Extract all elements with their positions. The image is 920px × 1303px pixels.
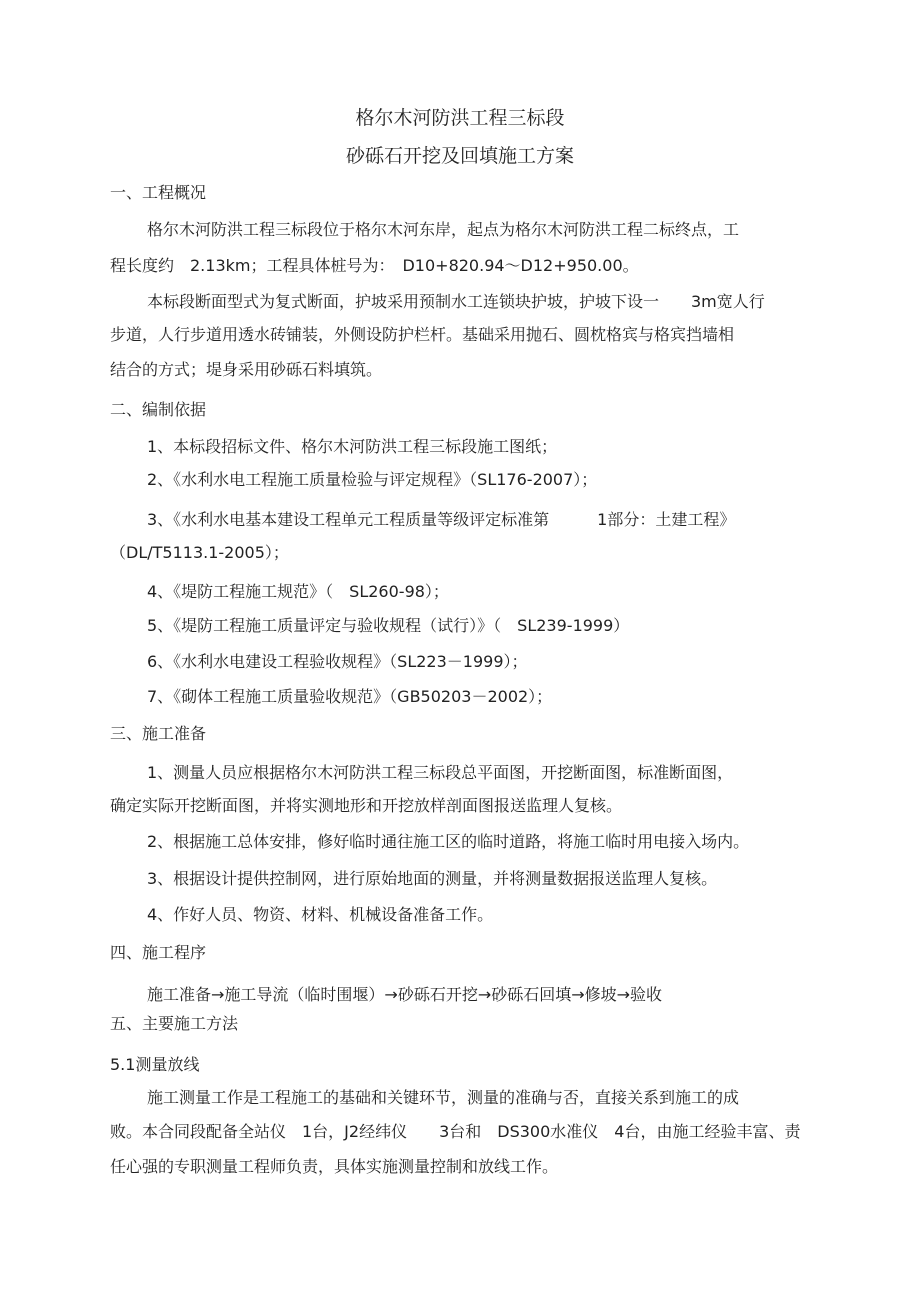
section-heading-basis: 二、编制依据: [110, 400, 207, 419]
paragraph-line: 败。本合同段配备全站仪 1台，J2经纬仪 3台和 DS300水准仪 4台，由施工经验丰富、责: [110, 1122, 801, 1141]
list-item: 2、《水利水电工程施工质量检验与评定规程》（SL176-2007）；: [147, 470, 598, 489]
paragraph-line: 本标段断面型式为复式断面，护坡采用预制水工连锁块护坡，护坡下设一 3m宽人行: [147, 292, 765, 311]
subsection-heading-survey: 5.1测量放线: [110, 1055, 200, 1074]
list-item: 1、本标段招标文件、格尔木河防洪工程三标段施工图纸；: [147, 437, 558, 456]
document-title-line2: 砂砾石开挖及回填施工方案: [345, 145, 574, 167]
section-heading-preparation: 三、施工准备: [110, 724, 207, 743]
paragraph-line: 程长度约 2.13km；工程具体桩号为： D10+820.94～D12+950.00。: [110, 256, 639, 275]
section-heading-overview: 一、工程概况: [110, 183, 207, 202]
list-item: 3、《水利水电基本建设工程单元工程质量等级评定标准第 1部分：土建工程》: [147, 510, 736, 529]
list-item: 4、作好人员、物资、材料、机械设备准备工作。: [147, 905, 494, 924]
list-item: 7、《砌体工程施工质量验收规范》（GB50203－2002）；: [147, 687, 553, 706]
paragraph-line: 步道，人行步道用透水砖铺装，外侧设防护栏杆。基础采用抛石、圆枕格宾与格宾挡墙相: [110, 325, 735, 344]
section-heading-procedure: 四、施工程序: [110, 943, 207, 962]
section-heading-methods: 五、主要施工方法: [110, 1014, 239, 1033]
list-item: 1、测量人员应根据格尔木河防洪工程三标段总平面图，开挖断面图，标准断面图，: [147, 763, 734, 782]
list-item-continuation: （DL/T5113.1-2005）；: [110, 543, 289, 562]
paragraph-line: 格尔木河防洪工程三标段位于格尔木河东岸，起点为格尔木河防洪工程二标终点，工: [147, 220, 740, 239]
paragraph-line: 任心强的专职测量工程师负责，具体实施测量控制和放线工作。: [110, 1157, 559, 1176]
paragraph-line: 施工测量工作是工程施工的基础和关键环节，测量的准确与否，直接关系到施工的成: [147, 1088, 740, 1107]
paragraph-line: 结合的方式；堤身采用砂砾石料填筑。: [110, 360, 383, 379]
list-item: 6、《水利水电建设工程验收规程》（SL223－1999）；: [147, 652, 528, 671]
list-item: 2、根据施工总体安排，修好临时通往施工区的临时道路，将施工临时用电接入场内。: [147, 832, 750, 851]
list-item-continuation: 确定实际开挖断面图，并将实测地形和开挖放样剖面图报送监理人复核。: [110, 796, 623, 815]
procedure-flow: 施工准备→施工导流（临时围堰）→砂砾石开挖→砂砾石回填→修坡→验收: [147, 985, 663, 1004]
list-item: 5、《堤防工程施工质量评定与验收规程（试行）》（ SL239-1999）: [147, 616, 630, 635]
list-item: 4、《堤防工程施工规范》（ SL260-98）；: [147, 582, 449, 601]
list-item: 3、根据设计提供控制网，进行原始地面的测量，并将测量数据报送监理人复核。: [147, 869, 718, 888]
document-title-line1: 格尔木河防洪工程三标段: [355, 107, 565, 129]
